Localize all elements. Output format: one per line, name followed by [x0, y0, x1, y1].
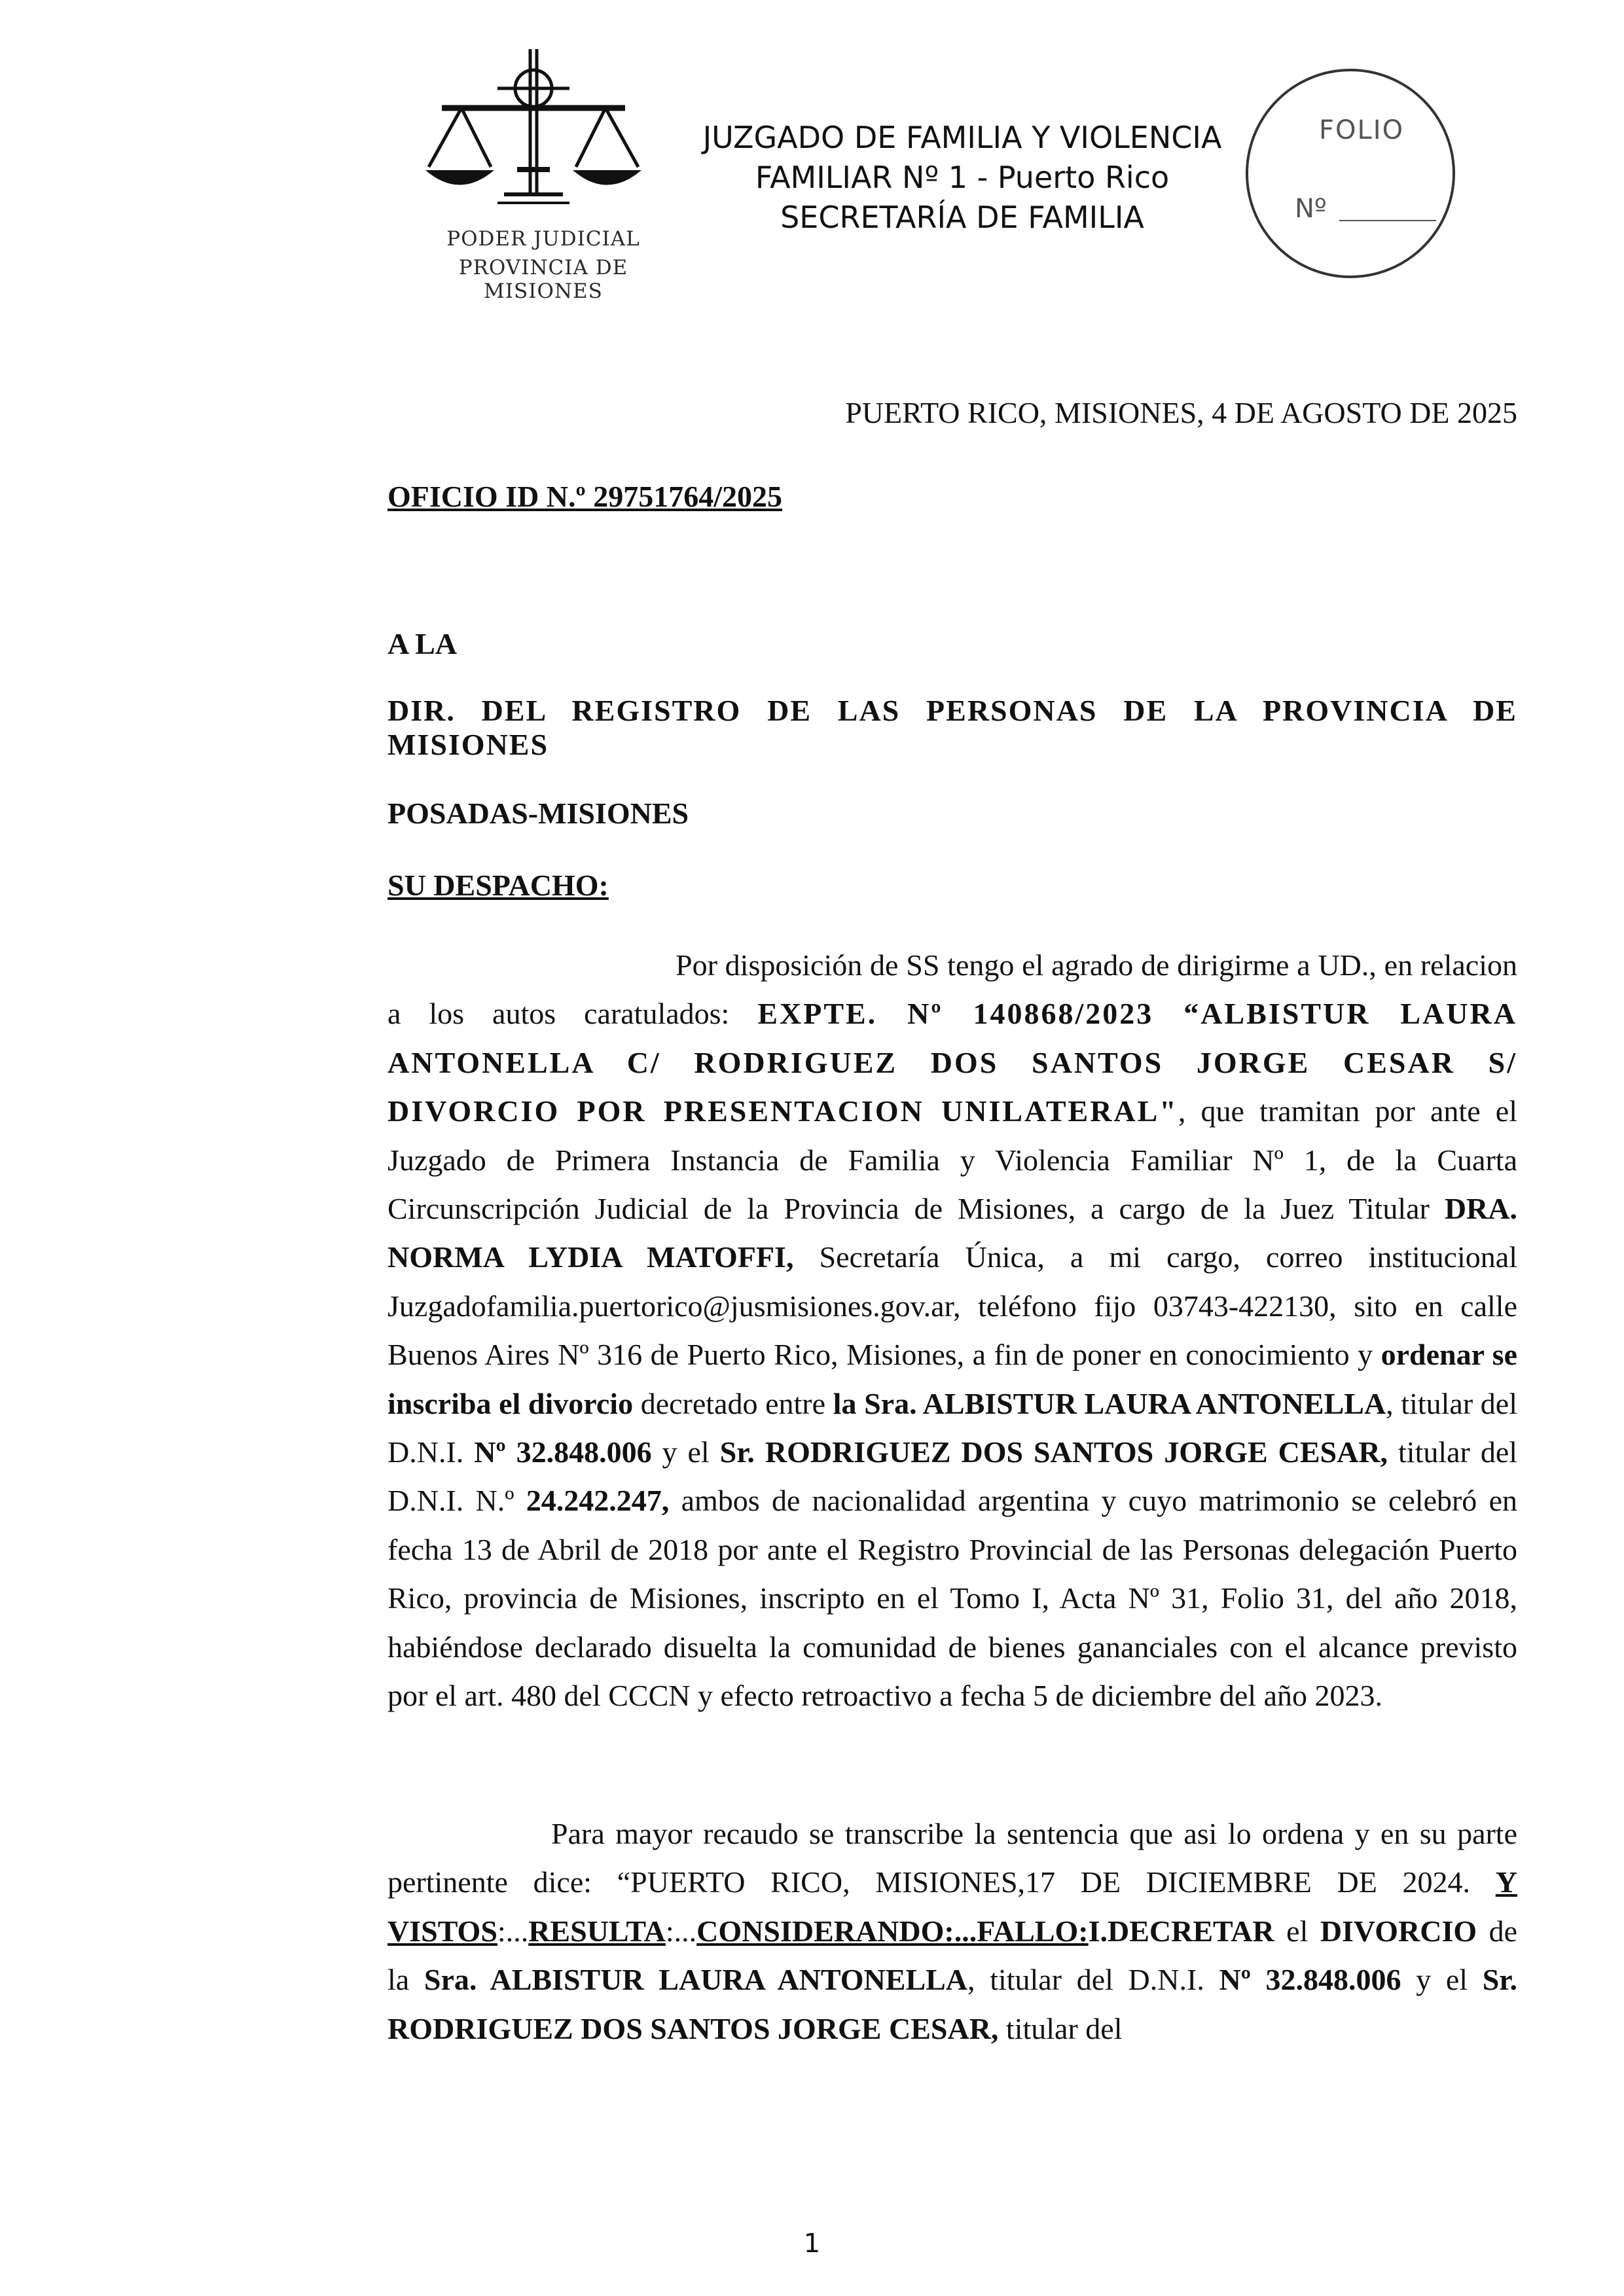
- p1-party-1: la Sra. ALBISTUR LAURA ANTONELLA: [833, 1386, 1386, 1420]
- p2-text-3: :...: [665, 1914, 697, 1948]
- addressee-line4: SU DESPACHO:: [388, 869, 609, 902]
- p2-decretar: I.DECRETAR: [1088, 1914, 1274, 1948]
- p2-text-2: :...: [497, 1914, 529, 1948]
- p2-party-2: Sr. RODRIGUEZ DOS SANTOS JORGE CESAR,: [388, 1963, 1517, 2045]
- p1-text-2: , que tramitan por ante el Juzgado de Primera Instancia de Familia y Violencia Familiar Nº 1, de la Cuarta Circunscripción Judicial de la Provincia de Misiones, a cargo de la Juez Titular: [388, 1094, 1517, 1226]
- p2-resulta: RESULTA: [528, 1914, 666, 1948]
- folio-label: FOLIO: [1319, 115, 1405, 145]
- p1-text-8: ambos de nacionalidad argentina y cuyo matrimonio se celebró en fecha 13 de Abril de 2018 por ante el Registro Provincial de las Personas delegación Puerto Rico, provincia de Misiones, inscripto en el Tomo I, Acta Nº 31, Folio 31, del año 2018, habiéndose declarado disuelta la comunidad de bienes gananciales con el alcance previsto por el art. 480 del CCCN y efecto retroactivo a fecha 5 de diciembre del año 2023.: [388, 1484, 1517, 1713]
- page-number: 1: [803, 2229, 821, 2259]
- oficio-id: OFICIO ID N.º 29751764/2025: [388, 480, 782, 513]
- logo-text-line1: PODER JUDICIAL: [446, 227, 640, 251]
- p1-text-3: Secretaría Única, a mi cargo, correo institucional Juzgadofamilia.puertorico@jusmisiones.gov.ar, teléfono fijo 03743-422130, sito en calle Buenos Aires Nº 316 de Puerto Rico, Misiones, a fin de poner en conocimiento y: [388, 1240, 1517, 1372]
- addressee-line3: POSADAS-MISIONES: [388, 797, 689, 830]
- poder-judicial-logo: [406, 36, 681, 303]
- addressee-line2: DIR. DEL REGISTRO DE LAS PERSONAS DE LA PROVINCIA DE MISIONES: [388, 694, 1517, 761]
- document-date: PUERTO RICO, MISIONES, 4 DE AGOSTO DE 2025: [845, 396, 1517, 429]
- p1-party-2: Sr. RODRIGUEZ DOS SANTOS JORGE CESAR,: [719, 1435, 1388, 1469]
- court-header: [668, 118, 1257, 238]
- p1-text-6: y el: [651, 1435, 720, 1469]
- p1-judge-name: DRA. NORMA LYDIA MATOFFI,: [388, 1192, 1517, 1274]
- court-line-1: JUZGADO DE FAMILIA Y VIOLENCIA: [702, 120, 1222, 155]
- p2-y-vistos: Y VISTOS: [388, 1865, 1517, 1948]
- logo-text-line2: PROVINCIA DE MISIONES: [458, 256, 628, 303]
- addressee-line1: A LA: [388, 627, 458, 660]
- p1-expediente: EXPTE. Nº 140868/2023 “ALBISTUR LAURA ANTONELLA C/ RODRIGUEZ DOS SANTOS JORGE CESAR S/ DIVORCIO POR PRESENTACION UNILATERAL": [388, 997, 1517, 1128]
- body-paragraph-1: [388, 941, 1517, 1721]
- p1-dni-1: Nº 32.848.006: [474, 1435, 652, 1469]
- p2-party-1: Sra. ALBISTUR LAURA ANTONELLA: [424, 1963, 968, 1997]
- court-line-3: SECRETARÍA DE FAMILIA: [780, 200, 1144, 235]
- p1-dni-2: 24.242.247,: [526, 1484, 670, 1518]
- p1-text-5: , titular del D.N.I.: [388, 1386, 1517, 1469]
- scales-of-justice-icon: [406, 36, 681, 239]
- p2-text-8: titular del: [998, 2011, 1123, 2045]
- p2-considerando: CONSIDERANDO:...FALLO:: [696, 1914, 1089, 1948]
- folio-number-line: [1339, 220, 1436, 221]
- p1-order: ordenar se inscriba el divorcio: [388, 1338, 1517, 1420]
- p2-text-6: , titular del D.N.I.: [967, 1963, 1219, 1997]
- p2-dni-1: Nº 32.848.006: [1219, 1963, 1401, 1997]
- body-paragraph-2: [388, 1810, 1517, 2053]
- p1-text-1: Por disposición de SS tengo el agrado de dirigirme a UD., en relacion a los autos caratulados:: [388, 948, 1517, 1031]
- p2-text-1: Para mayor recaudo se transcribe la sentencia que asi lo ordena y en su parte pertinente dice: “PUERTO RICO, MISIONES,17 DE DICIEMBRE DE 2024.: [388, 1817, 1517, 1899]
- p2-divorcio: DIVORCIO: [1320, 1914, 1477, 1948]
- folio-stamp: [1242, 65, 1458, 281]
- folio-number-label: Nº: [1295, 194, 1327, 224]
- p2-text-5: de la: [388, 1914, 1517, 1997]
- p2-text-7: y el: [1401, 1963, 1483, 1997]
- p1-text-4: decretado entre: [633, 1386, 833, 1420]
- p1-text-7: titular del D.N.I. N.º: [388, 1435, 1518, 1518]
- folio-circle-icon: [1242, 65, 1458, 281]
- p2-text-4: el: [1274, 1914, 1320, 1948]
- court-line-2: FAMILIAR Nº 1 - Puerto Rico: [755, 160, 1170, 195]
